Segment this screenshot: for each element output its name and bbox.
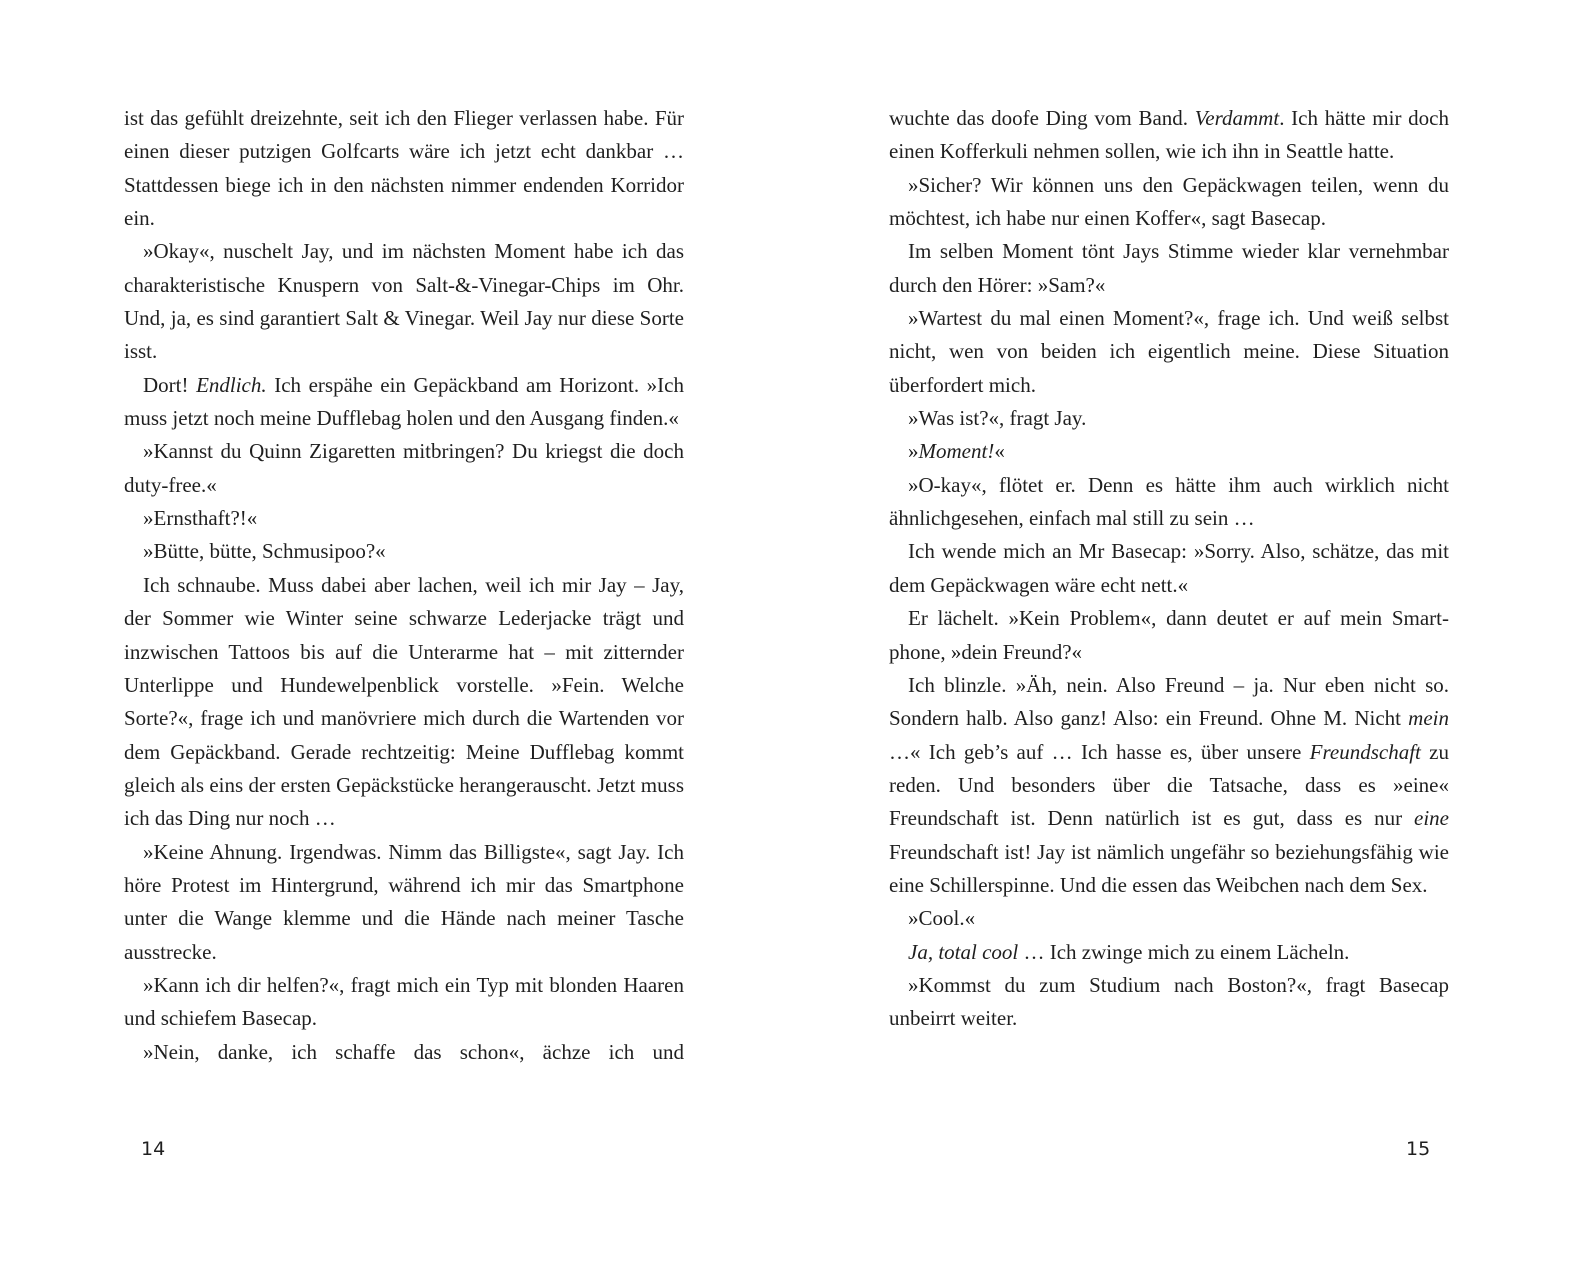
paragraph [889,435,1449,468]
page-number-left: 14 [141,1138,166,1160]
text-run: Ich blinzle. »Äh, nein. Also Freund – ja. Nur eben nicht so. Sondern halb. Also ganz! Also: ein Freund. Ohne M. Nicht [889,672,1449,731]
text-run: Ich erspähe ein Gepäckband am Horizont. »Ich muss jetzt noch meine Dufflebag holen und den Ausgang finden.« [124,372,684,431]
paragraph [124,969,684,1036]
text-run: Im selben Moment tönt Jays Stimme wieder klar vernehmbar durch den Hörer: »Sam?« [889,239,1449,297]
italic-text: Verdammt [1194,106,1280,130]
italic-text: Endlich. [196,372,267,397]
text-run: Er lächelt. »Kein Problem«, dann deutet er auf mein Smartphone, »dein Freund?« [889,606,1449,664]
text-run: »Keine Ahnung. Irgendwas. Nimm das Billigste«, sagt Jay. Ich höre Protest im Hintergrund, während ich mir das Smartphone unter die Wange klemme und die Hände nach meiner Tasche ausstrecke. [124,839,684,964]
text-run: »Wartest du mal einen Moment?«, frage ich. Und weiß selbst nicht, wen von beiden ich eigentlich meine. Diese Situation überfordert mich. [889,306,1449,397]
right-page-text [889,102,1449,1036]
text-run: »Bütte, bütte, Schmusipoo?« [143,539,386,564]
text-run: Ich wende mich an Mr Basecap: »Sorry. Also, schätze, das mit dem Gepäckwagen wäre echt nett.« [889,539,1449,597]
paragraph [124,836,684,969]
text-run: . Ich hätte mir doch einen Kofferkuli nehmen sollen, wie ich ihn in Seattle hatte. [889,106,1449,164]
paragraph [124,569,684,836]
paragraph [124,369,684,436]
paragraph [124,435,684,502]
paragraph [124,502,684,535]
left-page-text [124,102,684,1069]
paragraph [889,936,1449,969]
paragraph [124,1036,684,1069]
page-number-right: 15 [1406,1138,1431,1160]
paragraph [889,969,1449,1036]
paragraph [889,302,1449,402]
text-run: Ich schnaube. Muss dabei aber lachen, weil ich mir Jay – Jay, der Sommer wie Winter seine schwarze Lederjacke trägt und inzwischen Tattoos bis auf die Unterarme hat – mit zitternder Unterlippe und Hundewelpenblick vorstelle. »Fein. Welche Sorte?«, frage ich und manövriere mich durch die Wartenden vor dem Gepäckband. Gerade rechtzeitig: Meine Dufflebag kommt gleich als eins der ersten Gepäckstücke herangerauscht. Jetzt muss ich das Ding nur noch … [124,572,684,831]
paragraph [889,602,1449,669]
paragraph [889,102,1449,169]
paragraph [889,902,1449,935]
paragraph [889,169,1449,236]
paragraph [889,535,1449,602]
text-run: »Cool.« [908,906,976,931]
text-run: »O-kay«, flötet er. Denn es hätte ihm auch wirklich nicht ähnlichgesehen, einfach mal still zu sein … [889,472,1449,531]
text-run: »Was ist?«, fragt Jay. [908,406,1087,431]
text-run: wuchte das doofe Ding vom Band. [889,106,1195,130]
text-run: ist das gefühlt dreizehnte, seit ich den Flieger verlassen habe. Für einen dieser putzigen Golfcarts wäre ich jetzt echt dankbar … Stattdessen biege ich in den nächsten nimmer endenden Korridor ein. [124,106,684,231]
paragraph [889,469,1449,536]
paragraph [124,235,684,368]
paragraph [889,402,1449,435]
italic-text: Freundschaft [1309,739,1421,764]
paragraph [889,669,1449,902]
text-run: »Okay«, nuschelt Jay, und im nächsten Moment habe ich das charakteristische Knuspern von Salt-&-Vinegar-Chips im Ohr. Und, ja, es sind garantiert Salt & Vinegar. Weil Jay nur diese Sorte isst. [124,239,684,364]
italic-text: Moment! [918,439,995,464]
italic-text: mein [1408,706,1449,731]
text-run: … Ich zwinge mich zu einem Lächeln. [1018,939,1350,964]
text-run: »Kommst du zum Studium nach Boston?«, fragt Basecap unbeirrt weiter. [889,972,1449,1031]
text-run: « [994,439,1005,464]
text-run: zu reden. Und besonders über die Tatsache, dass es »eine« Freundschaft ist. Denn natürlich ist es gut, dass es nur [889,739,1449,831]
paragraph [889,235,1449,302]
paragraph [124,535,684,568]
italic-text: Ja, total cool [908,939,1019,964]
text-run: …« Ich geb’s auf … Ich hasse es, über unsere [889,739,1310,764]
text-run: » [908,439,919,464]
text-run: Dort! [143,372,197,397]
text-run: »Kannst du Quinn Zigaretten mitbringen? Du kriegst die doch duty-free.« [124,439,684,497]
text-run: »Ernsthaft?!« [143,506,258,531]
paragraph [124,102,684,235]
italic-text: eine [1414,806,1449,831]
text-run: »Kann ich dir helfen?«, fragt mich ein Typ mit blonden Haaren und schiefem Basecap. [124,972,684,1031]
text-run: »Nein, danke, ich schaffe das schon«, ächze ich und [143,1039,684,1064]
text-run: »Sicher? Wir können uns den Gepäckwagen teilen, wenn du möchtest, ich habe nur einen Koffer«, sagt Basecap. [889,172,1449,231]
text-run: Freundschaft ist! Jay ist nämlich ungefähr so beziehungsfähig wie eine Schillerspinne. Und die essen das Weibchen nach dem Sex. [889,839,1449,897]
